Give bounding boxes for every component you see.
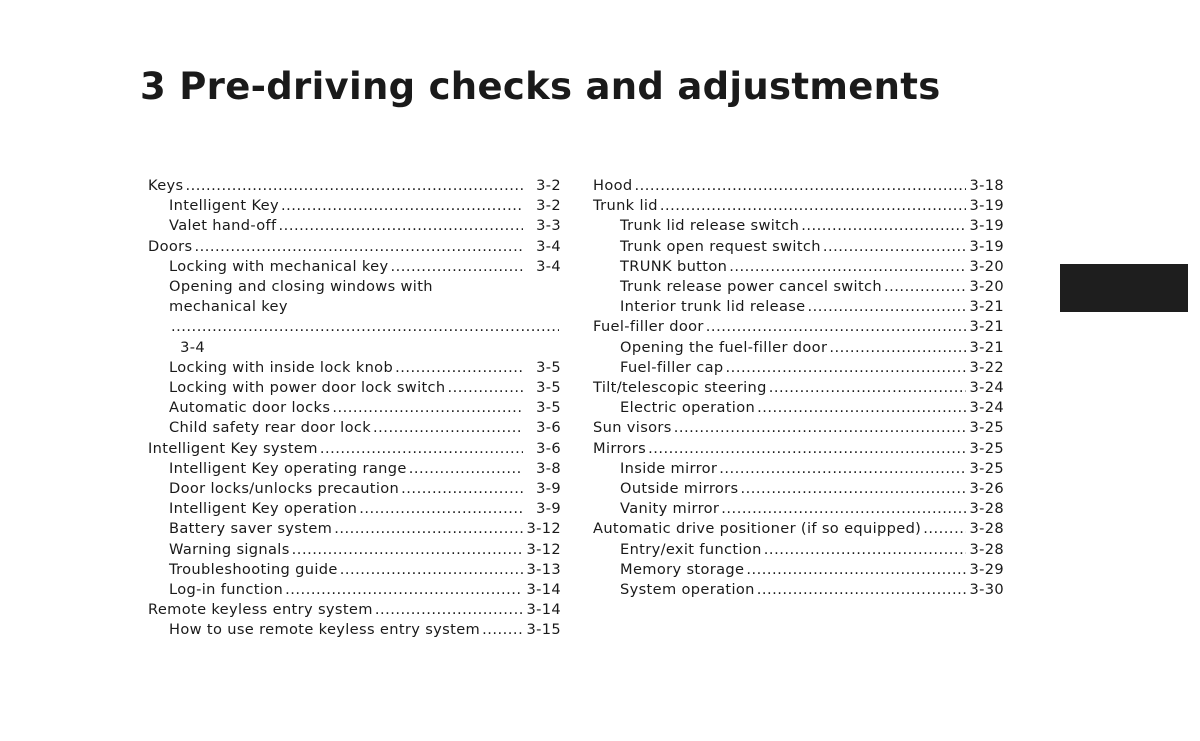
toc-entry-page-number: 3-19 (969, 197, 1004, 215)
toc-dot-leader (359, 499, 523, 519)
toc-right-column (593, 176, 1004, 600)
toc-entry-page-number: 3-15 (526, 621, 561, 639)
toc-entry-page-number: 3-9 (536, 480, 561, 498)
toc-dot-leader (401, 479, 523, 499)
toc-entry[interactable] (593, 519, 1004, 539)
toc-entry-label-line1: Opening and closing windows with (169, 278, 433, 296)
toc-entry-page-number: 3-5 (536, 399, 561, 417)
toc-dot-leader (769, 378, 966, 398)
toc-dot-leader (285, 580, 523, 600)
toc-entry-label: Tilt/telescopic steering (593, 379, 767, 397)
toc-entry-label: Interior trunk lid release (620, 298, 806, 316)
toc-entry-label: Intelligent Key operating range (169, 459, 407, 477)
toc-dot-leader (185, 176, 523, 196)
toc-entry[interactable] (148, 560, 561, 580)
toc-entry[interactable] (148, 620, 561, 640)
toc-dot-leader (823, 237, 966, 257)
toc-dot-leader (757, 580, 966, 600)
toc-entry-label: Locking with mechanical key (169, 257, 389, 275)
toc-entry-label: mechanical key (169, 298, 288, 316)
toc-entry[interactable] (593, 499, 1004, 519)
toc-dot-leader (706, 317, 966, 337)
toc-entry-label: Fuel-filler door (593, 318, 704, 336)
toc-entry-label: Trunk lid release switch (620, 217, 800, 235)
toc-dot-leader (764, 540, 966, 560)
toc-entry-label: Mirrors (593, 439, 647, 457)
toc-entry-label: Remote keyless entry system (148, 601, 373, 619)
toc-dot-leader (674, 418, 966, 438)
toc-dot-leader (884, 277, 966, 297)
toc-dot-leader (340, 560, 523, 580)
toc-entry-page-number: 3-4 (536, 237, 561, 255)
toc-entry[interactable] (593, 439, 1004, 459)
toc-dot-leader (801, 216, 966, 236)
toc-entry-page-number: 3-12 (526, 540, 561, 558)
toc-entry[interactable] (593, 378, 1004, 398)
toc-entry-label: Vanity mirror (620, 500, 720, 518)
toc-entry-page-number: 3-24 (969, 379, 1004, 397)
toc-entry-label: Fuel-filler cap (620, 358, 724, 376)
toc-entry-label: Keys (148, 177, 184, 194)
toc-entry[interactable] (593, 358, 1004, 378)
toc-entry-page-number: 3-19 (969, 217, 1004, 235)
toc-entry[interactable] (593, 418, 1004, 438)
toc-entry[interactable] (148, 237, 561, 257)
toc-entry[interactable] (593, 540, 1004, 560)
toc-dot-leader (719, 459, 966, 479)
toc-entry-page-number: 3-25 (969, 439, 1004, 457)
toc-entry-page-number: 3-9 (536, 500, 561, 518)
toc-entry-label: Outside mirrors (620, 480, 739, 498)
toc-entry-label: Door locks/unlocks precaution (169, 480, 400, 498)
toc-entry-label: System operation (620, 581, 755, 599)
toc-dot-leader (332, 398, 523, 418)
toc-entry-label: Memory storage (620, 560, 745, 578)
toc-entry[interactable] (148, 418, 561, 438)
toc-dot-leader (729, 257, 966, 277)
toc-entry[interactable] (148, 257, 561, 277)
toc-entry[interactable] (593, 459, 1004, 479)
toc-entry[interactable] (148, 378, 561, 398)
toc-entry-label: TRUNK button (620, 257, 728, 275)
toc-entry[interactable] (148, 398, 561, 418)
toc-entry-label: Automatic drive positioner (if so equipped) (593, 520, 922, 538)
toc-entry-page-number: 3-24 (969, 399, 1004, 417)
toc-entry-page-number: 3-22 (969, 358, 1004, 376)
toc-entry-label: Troubleshooting guide (169, 560, 338, 578)
toc-entry-page-number: 3-4 (180, 338, 205, 356)
toc-dot-leader (726, 358, 966, 378)
toc-entry-page-number: 3-13 (526, 560, 561, 578)
toc-entry-page-number: 3-5 (536, 358, 561, 376)
toc-entry-label: Intelligent Key (169, 197, 279, 215)
toc-entry[interactable] (593, 277, 1004, 297)
toc-dot-leader (395, 358, 523, 378)
toc-entry-page-number: 3-6 (536, 439, 561, 457)
toc-dot-leader (635, 176, 967, 196)
toc-entry-label: Intelligent Key operation (169, 500, 358, 518)
toc-entry[interactable] (593, 216, 1004, 236)
toc-dot-leader (375, 600, 523, 620)
chapter-title: 3 Pre-driving checks and adjustments (140, 64, 941, 108)
toc-entry[interactable] (593, 479, 1004, 499)
chapter-thumb-tab (1060, 264, 1188, 312)
toc-entry-label: Intelligent Key system (148, 439, 318, 457)
toc-entry-label: Trunk release power cancel switch (620, 278, 883, 296)
toc-entry-page-number: 3-20 (969, 278, 1004, 296)
toc-dot-leader (281, 196, 523, 216)
toc-entry-page-number: 3-25 (969, 419, 1004, 437)
toc-entry[interactable] (148, 439, 561, 459)
toc-entry-page-number: 3-30 (969, 581, 1004, 599)
toc-entry-page-number: 3-2 (536, 197, 561, 215)
toc-entry-label: How to use remote keyless entry system (169, 621, 481, 639)
toc-entry-page-number: 3-19 (969, 237, 1004, 255)
toc-dot-leader (292, 540, 523, 560)
toc-dot-leader (923, 519, 966, 539)
toc-dot-leader (279, 216, 523, 236)
toc-entry-page-number: 3-21 (969, 318, 1004, 336)
toc-dot-leader (373, 418, 523, 438)
toc-entry[interactable] (148, 358, 561, 378)
toc-dot-leader (482, 620, 523, 640)
toc-dot-leader (448, 378, 523, 398)
toc-dot-leader (409, 459, 523, 479)
toc-dot-leader (648, 439, 966, 459)
toc-dot-leader (829, 338, 966, 358)
toc-entry-page-number: 3-18 (969, 177, 1004, 194)
toc-entry-label: Entry/exit function (620, 540, 762, 558)
toc-entry-page-number: 3-5 (536, 379, 561, 397)
toc-entry-label: Automatic door locks (169, 399, 331, 417)
toc-entry-page-number: 3-20 (969, 257, 1004, 275)
toc-entry-page-number: 3-2 (536, 177, 561, 194)
toc-entry[interactable] (148, 479, 561, 499)
toc-entry-page-number: 3-25 (969, 459, 1004, 477)
toc-entry-page-number: 3-6 (536, 419, 561, 437)
toc-dot-leader (721, 499, 966, 519)
toc-dot-leader (171, 317, 559, 337)
toc-entry[interactable] (593, 580, 1004, 600)
toc-entry-label: Battery saver system (169, 520, 333, 538)
toc-dot-leader (660, 196, 966, 216)
toc-entry-label: Child safety rear door lock (169, 419, 372, 437)
toc-entry-label: Trunk open request switch (620, 237, 821, 255)
toc-entry-page-number: 3-12 (526, 520, 561, 538)
toc-entry[interactable] (593, 257, 1004, 277)
toc-entry-page-number: 3-21 (969, 298, 1004, 316)
toc-entry[interactable] (593, 237, 1004, 257)
toc-entry-label: Opening the fuel-filler door (620, 338, 828, 356)
toc-entry[interactable] (148, 499, 561, 519)
toc-entry-label: Electric operation (620, 399, 756, 417)
toc-entry[interactable] (148, 580, 561, 600)
toc-dot-leader (390, 257, 523, 277)
toc-entry-page-number: 3-26 (969, 480, 1004, 498)
toc-dot-leader (320, 439, 523, 459)
toc-entry-page-number: 3-29 (969, 560, 1004, 578)
toc-dot-leader (757, 398, 966, 418)
toc-entry[interactable] (593, 176, 1004, 196)
toc-entry-page-number: 3-28 (969, 520, 1004, 538)
toc-dot-leader (194, 237, 523, 257)
toc-entry-label: Hood (593, 177, 633, 194)
toc-dot-leader (740, 479, 966, 499)
toc-entry-label: Doors (148, 237, 193, 255)
toc-entry[interactable] (148, 519, 561, 539)
toc-entry-label: Valet hand-off (169, 217, 277, 235)
toc-entry-page-number: 3-28 (969, 540, 1004, 558)
toc-entry-label: Trunk lid (593, 197, 658, 215)
toc-entry-page-number: 3-14 (526, 601, 561, 619)
toc-entry-label: Log-in function (169, 581, 284, 599)
toc-entry-page-number: 3-8 (536, 459, 561, 477)
toc-entry[interactable] (148, 600, 561, 620)
toc-entry[interactable] (148, 176, 561, 196)
toc-entry[interactable] (593, 398, 1004, 418)
toc-entry[interactable] (593, 196, 1004, 216)
toc-dot-leader (334, 519, 523, 539)
toc-entry-label: Warning signals (169, 540, 290, 558)
toc-entry[interactable] (148, 277, 561, 358)
toc-dot-leader (808, 297, 966, 317)
toc-entry-page-number: 3-4 (536, 257, 561, 275)
toc-entry[interactable] (593, 560, 1004, 580)
toc-entry-label: Inside mirror (620, 459, 718, 477)
toc-entry[interactable] (593, 317, 1004, 337)
toc-entry-label: Sun visors (593, 419, 672, 437)
toc-entry-page-number: 3-14 (526, 581, 561, 599)
toc-entry[interactable] (148, 216, 561, 236)
toc-entry-page-number: 3-28 (969, 500, 1004, 518)
toc-entry-page-number: 3-3 (536, 217, 561, 235)
toc-entry[interactable] (593, 338, 1004, 358)
toc-entry[interactable] (148, 459, 561, 479)
toc-left-column (148, 176, 561, 641)
toc-dot-leader (746, 560, 966, 580)
toc-entry-page-number: 3-21 (969, 338, 1004, 356)
toc-entry[interactable] (593, 297, 1004, 317)
toc-entry-label: Locking with power door lock switch (169, 379, 446, 397)
toc-entry[interactable] (148, 540, 561, 560)
toc-entry[interactable] (148, 196, 561, 216)
toc-entry-label: Locking with inside lock knob (169, 358, 394, 376)
